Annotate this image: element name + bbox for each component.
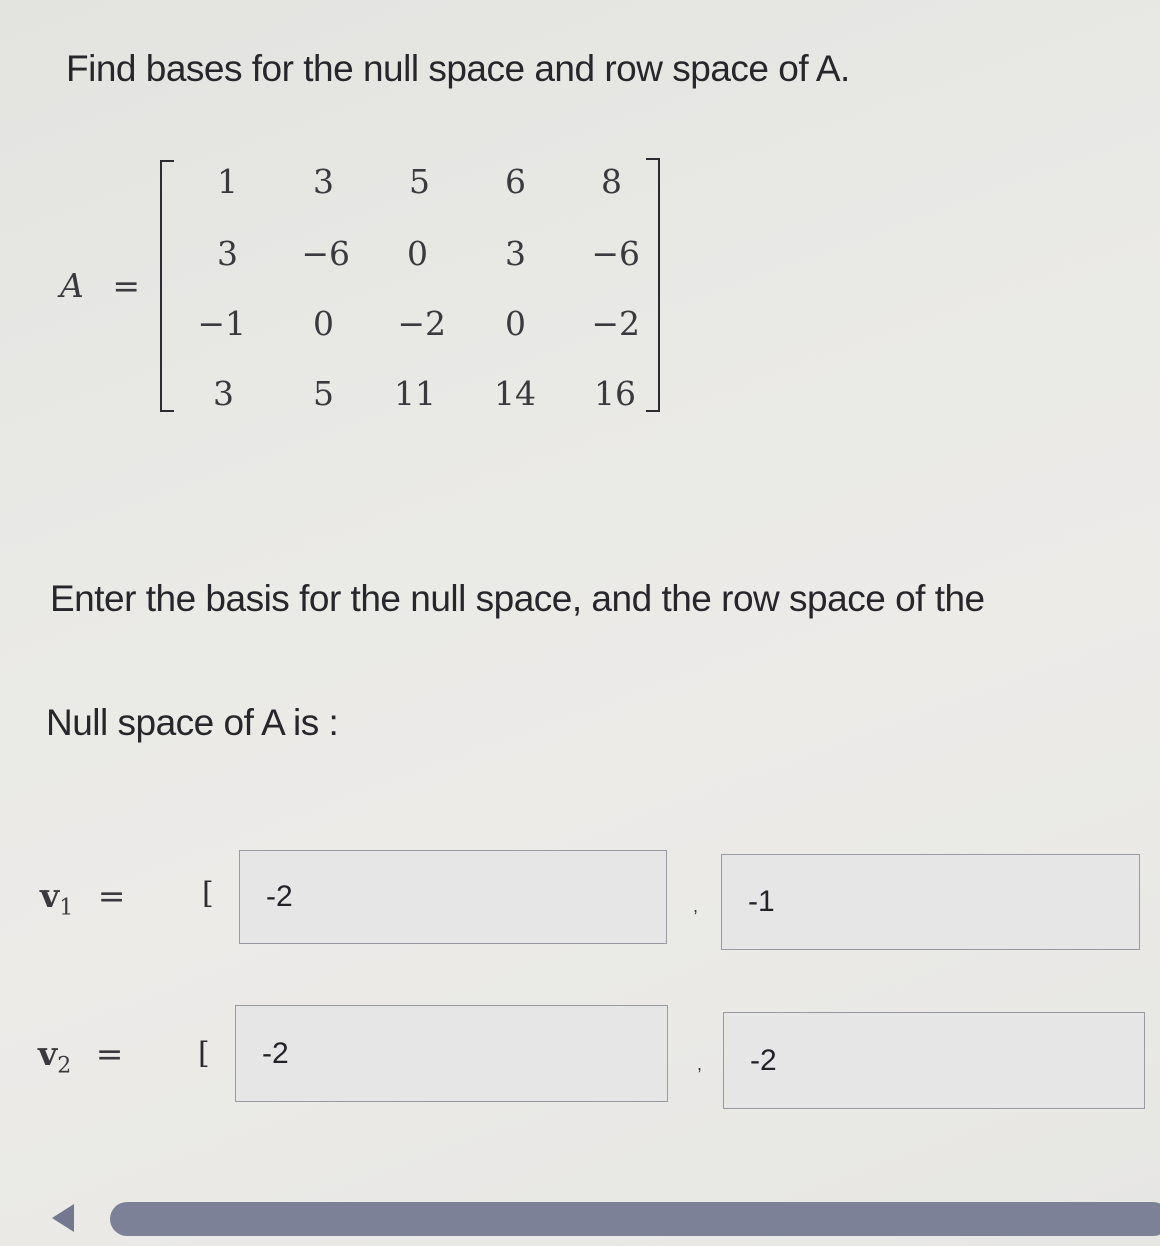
matrix-equals: =: [112, 266, 140, 305]
matrix-label: [60, 266, 140, 305]
matrix-name: A: [60, 266, 84, 305]
matrix-right-bracket: [646, 158, 660, 412]
v2-component-1-input[interactable]: [235, 1005, 668, 1102]
matrix-cell: −2: [591, 304, 640, 343]
instruction-text: Enter the basis for the null space, and the row space of the: [50, 578, 985, 619]
vector-equals: =: [97, 876, 126, 915]
input-value: -1: [748, 885, 775, 918]
horizontal-scrollbar[interactable]: [110, 1202, 1160, 1236]
matrix-cell: 5: [409, 162, 430, 201]
matrix-cell: 8: [601, 162, 622, 201]
matrix-cell: −2: [397, 304, 446, 343]
matrix-cell: 0: [313, 304, 334, 343]
input-value: -2: [262, 1036, 289, 1070]
matrix-cell: 16: [594, 374, 636, 413]
vector-separator: ,: [697, 1054, 703, 1074]
matrix-cell: 3: [217, 234, 238, 273]
v2-component-2-input[interactable]: [723, 1012, 1145, 1109]
vector-equals: =: [95, 1034, 124, 1073]
v1-component-1-input[interactable]: [239, 850, 667, 944]
vector-v2-label: [38, 1034, 123, 1079]
matrix-cell: 3: [313, 162, 334, 201]
vector-v1-label: [40, 876, 125, 921]
input-value: -2: [266, 880, 293, 913]
input-value: -2: [750, 1043, 777, 1077]
question-prompt: Find bases for the null space and row space of A.: [66, 48, 850, 89]
matrix-cell: 3: [505, 234, 526, 273]
matrix-cell: 3: [213, 374, 234, 413]
vector-name: v: [40, 876, 60, 915]
matrix-cell: 1: [217, 162, 238, 201]
vector-subscript: 2: [57, 1053, 72, 1079]
matrix-cell: −1: [197, 304, 246, 343]
vector-v2-open-bracket: [: [198, 1036, 210, 1071]
vector-name: v: [38, 1034, 58, 1073]
vector-v1-open-bracket: [: [202, 876, 214, 911]
matrix-cell: 6: [505, 162, 526, 201]
scroll-left-arrow-icon[interactable]: [52, 1204, 74, 1232]
null-space-label: Null space of A is :: [46, 702, 339, 743]
matrix-cell: 0: [407, 234, 428, 273]
matrix-cell: 5: [313, 374, 334, 413]
matrix-cell: 14: [494, 374, 536, 413]
matrix-cell: −6: [301, 234, 350, 273]
v1-component-2-input[interactable]: [721, 854, 1140, 950]
matrix-cell: 0: [505, 304, 526, 343]
matrix-cell: 11: [394, 374, 436, 413]
matrix-cell: −6: [591, 234, 640, 273]
vector-separator: ,: [693, 896, 699, 916]
vector-subscript: 1: [59, 895, 74, 921]
